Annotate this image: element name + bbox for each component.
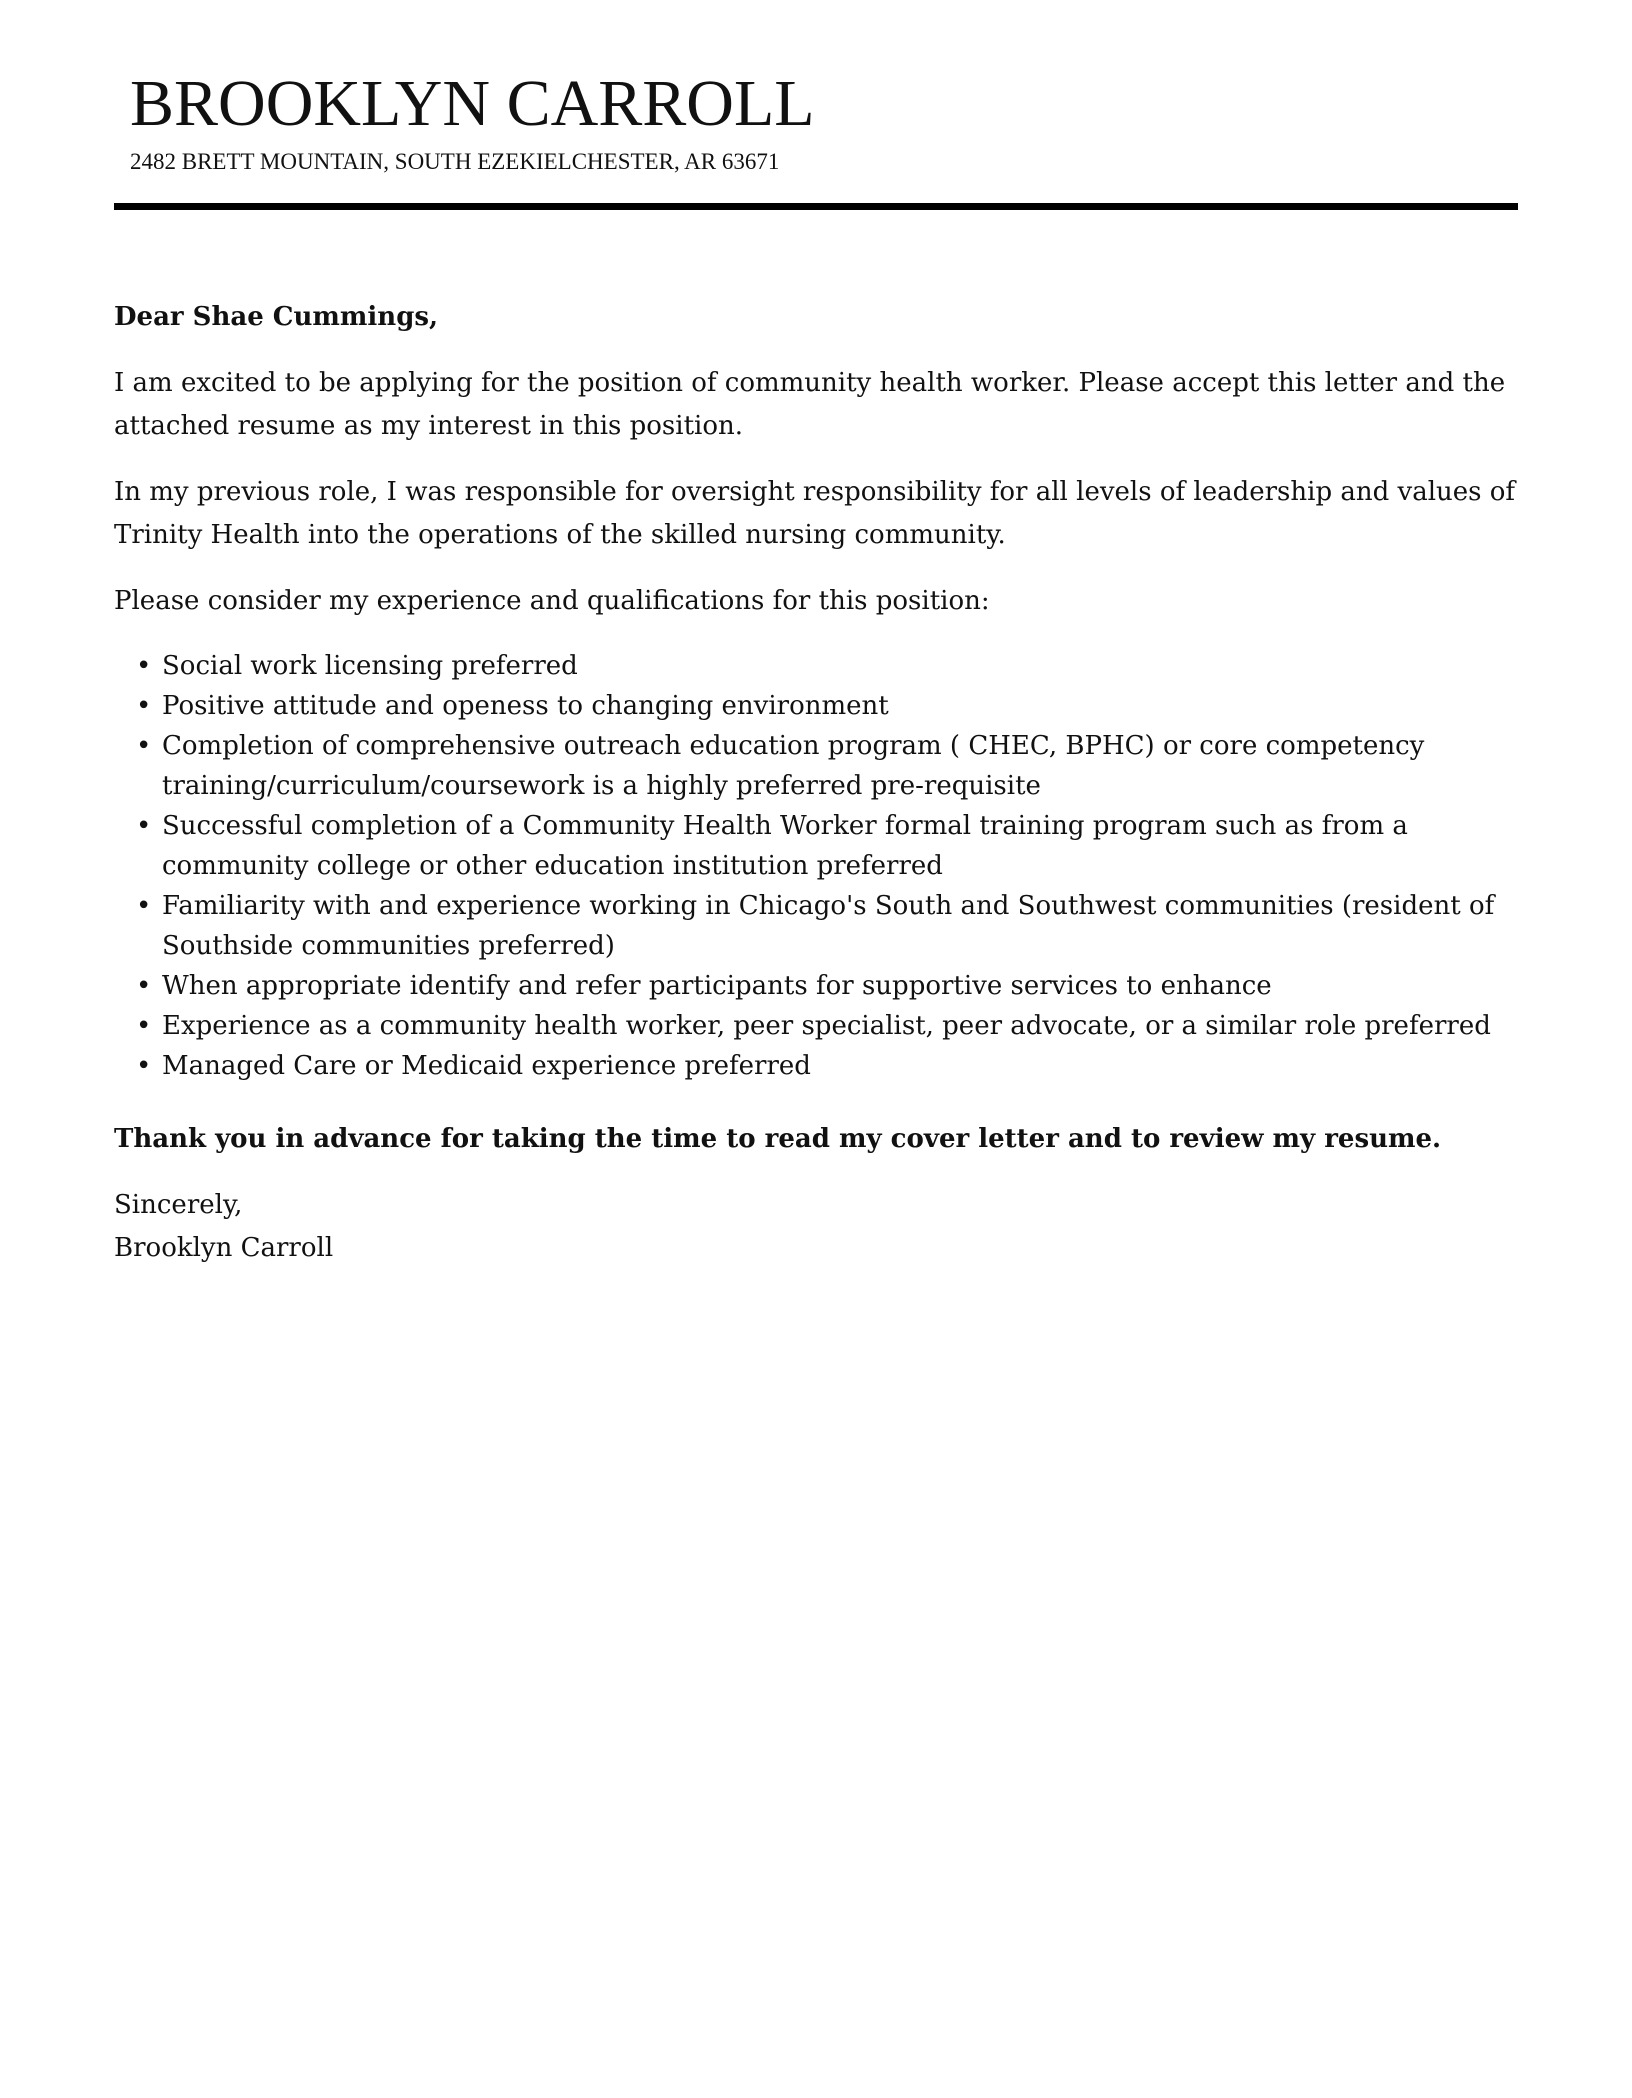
list-item xyxy=(136,646,1518,686)
list-item-text: Completion of comprehensive outreach education program ( CHEC, BPHC) or core competency training/curriculum/coursework is a highly preferred pre-requisite xyxy=(162,731,1425,801)
intro-paragraph: I am excited to be applying for the position of community health worker. Please accept this letter and the attached resume as my interest in this position. xyxy=(114,368,1506,441)
list-item-text: Familiarity with and experience working in Chicago's South and Southwest communities (resident of Southside communities preferred) xyxy=(162,891,1495,961)
letter-body xyxy=(114,296,1518,1270)
bullet-icon: • xyxy=(136,811,152,841)
list-item xyxy=(136,726,1518,806)
qualifications-lead-in: Please consider my experience and qualifications for this position: xyxy=(114,586,990,616)
list-item-text: When appropriate identify and refer participants for supportive services to enhance xyxy=(162,971,1272,1001)
applicant-address: 2482 BRETT MOUNTAIN, SOUTH EZEKIELCHESTER, AR 63671 xyxy=(130,149,780,174)
bullet-icon: • xyxy=(136,651,152,681)
bullet-icon: • xyxy=(136,731,152,761)
list-item xyxy=(136,886,1518,966)
signature-name: Brooklyn Carroll xyxy=(114,1233,334,1263)
list-item xyxy=(136,966,1518,1006)
list-item-text: Positive attitude and openess to changing environment xyxy=(162,691,889,721)
signoff-phrase: Sincerely, xyxy=(114,1190,243,1220)
bullet-icon: • xyxy=(136,971,152,1001)
list-item xyxy=(136,686,1518,726)
applicant-name: BROOKLYN CARROLL xyxy=(130,67,815,140)
experience-paragraph: In my previous role, I was responsible for oversight responsibility for all levels of leadership and values of Trinity Health into the operations of the skilled nursing community. xyxy=(114,477,1516,550)
bullet-icon: • xyxy=(136,691,152,721)
cover-letter-page xyxy=(114,0,1518,1270)
greeting: Dear Shae Cummings, xyxy=(114,302,439,332)
list-item-text: Managed Care or Medicaid experience preferred xyxy=(162,1051,811,1081)
list-item xyxy=(136,806,1518,886)
bullet-icon: • xyxy=(136,891,152,921)
bullet-icon: • xyxy=(136,1051,152,1081)
closing-statement: Thank you in advance for taking the time to read my cover letter and to review my resume. xyxy=(114,1124,1442,1154)
list-item-text: Social work licensing preferred xyxy=(162,651,578,681)
letter-header xyxy=(114,0,1518,176)
list-item-text: Successful completion of a Community Health Worker formal training program such as from a community college or other education institution preferred xyxy=(162,811,1408,881)
qualifications-list xyxy=(114,646,1518,1086)
header-divider xyxy=(114,203,1518,210)
list-item xyxy=(136,1046,1518,1086)
list-item-text: Experience as a community health worker, peer specialist, peer advocate, or a similar role preferred xyxy=(162,1011,1491,1041)
list-item xyxy=(136,1006,1518,1046)
bullet-icon: • xyxy=(136,1011,152,1041)
signoff xyxy=(114,1184,1518,1270)
